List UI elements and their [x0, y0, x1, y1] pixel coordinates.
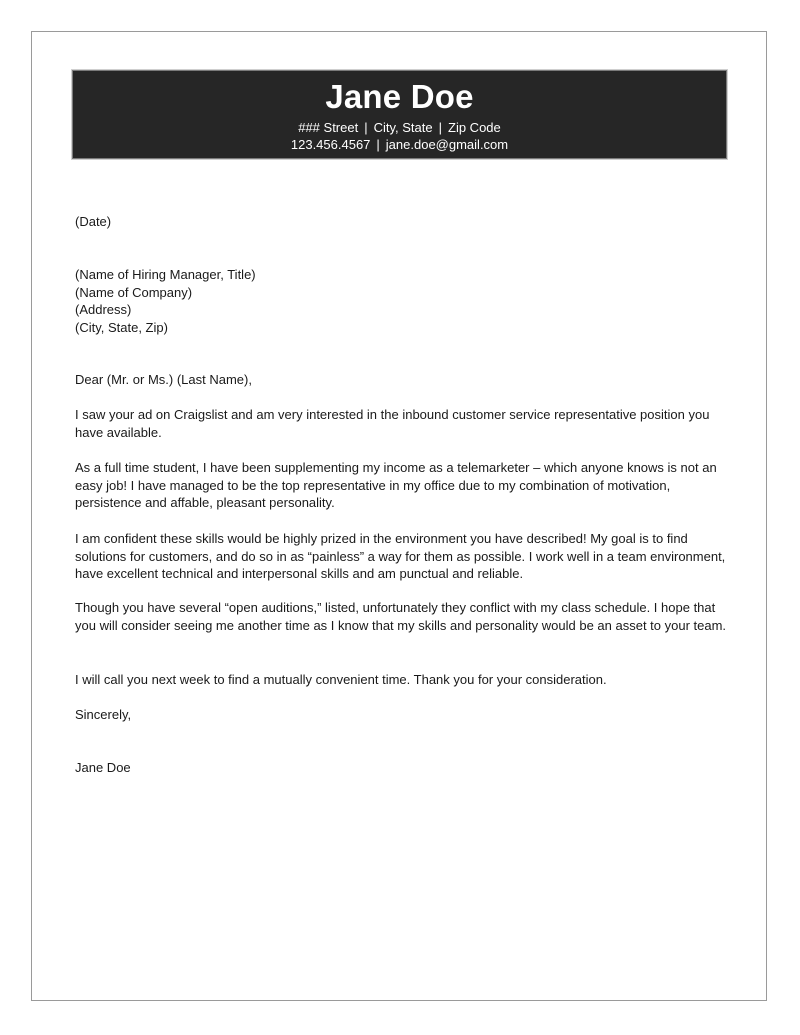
- page-border: [31, 31, 767, 1001]
- closing: Sincerely,: [75, 707, 132, 722]
- sender-contact-line: [73, 136, 726, 153]
- letterhead: [72, 70, 727, 159]
- signature-name: Jane Doe: [75, 760, 131, 775]
- sender-address-line: [73, 119, 726, 136]
- paragraph-5: I will call you next week to find a mutually convenient time. Thank you for your consideration.: [75, 672, 607, 687]
- recipient-address: (Address): [75, 302, 132, 317]
- sender-email: jane.doe@gmail.com: [385, 137, 509, 152]
- paragraph-1: I saw your ad on Craigslist and am very interested in the inbound customer service representative position you have available.: [75, 407, 710, 440]
- recipient-company: (Name of Company): [75, 284, 193, 300]
- recipient-city-state-zip: (City, State, Zip): [75, 319, 168, 335]
- letter-date: (Date): [75, 214, 112, 229]
- paragraph-3: I am confident these skills would be highly prized in the environment you have described! My goal is to find solutions for customers, and do so in as “painless” a way for them as possible. I work well in a team environment, have excellent technical and interpersonal skills and am punctual and reliable.: [75, 531, 726, 581]
- sender-street: ### Street: [298, 120, 359, 135]
- paragraph-2: As a full time student, I have been supplementing my income as a telemarketer – which anyone knows is not an easy job! I have managed to be the top representative in my office due to my combination of motivation, persistence and affable, pleasant personality.: [75, 460, 717, 510]
- recipient-manager: (Name of Hiring Manager, Title): [75, 267, 256, 282]
- sender-city-state: City, State: [373, 120, 433, 135]
- separator: |: [438, 120, 443, 135]
- salutation: Dear (Mr. or Ms.) (Last Name),: [75, 372, 252, 387]
- sender-zip: Zip Code: [448, 120, 501, 135]
- separator: |: [376, 137, 380, 152]
- sender-name: Jane Doe: [325, 78, 474, 115]
- sender-phone: 123.456.4567: [290, 137, 371, 152]
- recipient-block: [75, 266, 735, 336]
- separator: |: [364, 120, 368, 135]
- paragraph-4: Though you have several “open auditions,” listed, unfortunately they conflict with my class schedule. I hope that you will consider seeing me another time as I know that my skills and personality would be an asset to your team.: [75, 600, 727, 633]
